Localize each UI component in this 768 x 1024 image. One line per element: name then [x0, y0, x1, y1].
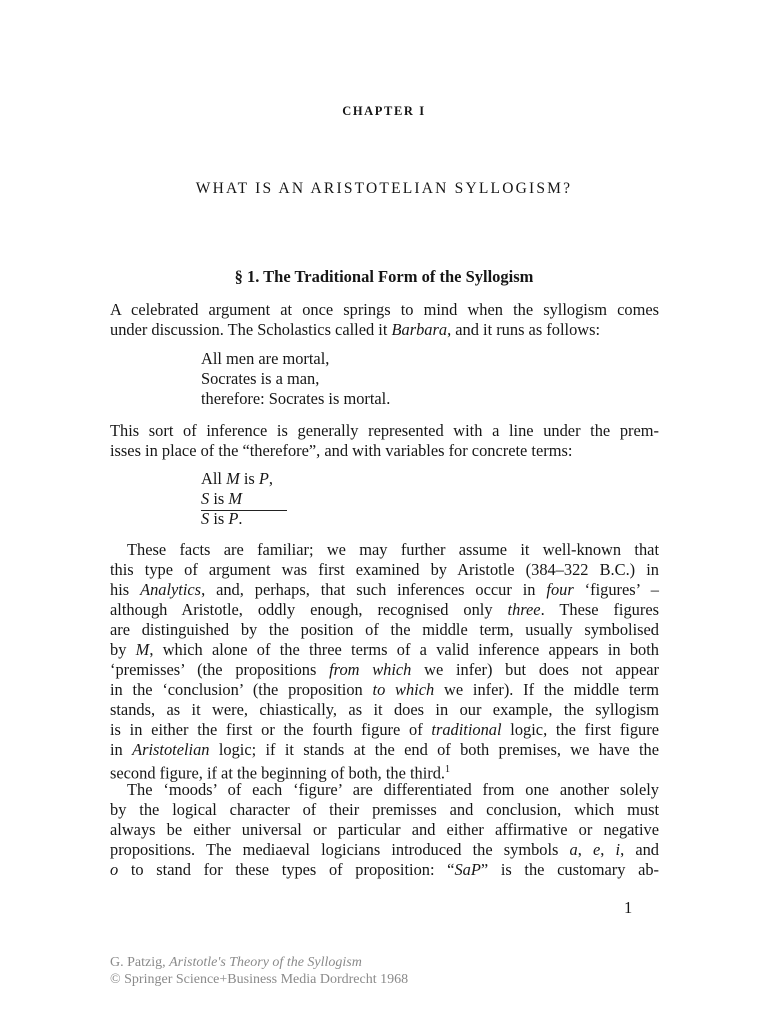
paragraph-moods: [110, 780, 659, 880]
text-line: in Aristotelian logic; if it stands at the end of both premises, we have the: [110, 740, 659, 759]
inference-line: [201, 510, 287, 511]
text-line: although Aristotle, oddly enough, recognised only three. These figures: [110, 600, 659, 619]
text-line: under discussion. The Scholastics called it Barbara, and it runs as follows:: [110, 320, 601, 339]
text-line: are distinguished by the position of the middle term, usually symbolised: [110, 620, 659, 639]
syllogism-schema: [201, 469, 273, 529]
section-heading: § 1. The Traditional Form of the Syllogism: [234, 267, 534, 286]
chapter-title: WHAT IS AN ARISTOTELIAN SYLLOGISM?: [195, 180, 573, 197]
publication-footer: [110, 954, 408, 988]
text-line: The ‘moods’ of each ‘figure’ are differentiated from one another solely: [127, 780, 659, 799]
text-line: is in either the first or the fourth figure of traditional logic, the first figure: [110, 720, 659, 739]
text-line: second figure, if at the beginning of both, the third.$^1$: [110, 763, 451, 783]
text-line: These facts are familiar; we may further assume it well-known that: [127, 540, 659, 559]
text-line: his Analytics, and, perhaps, that such inferences occur in four ‘figures’ –: [110, 580, 659, 599]
premise-line: Socrates is a man,: [201, 369, 320, 388]
conclusion-line: therefore: Socrates is mortal.: [201, 389, 391, 408]
text-line: by M, which alone of the three terms of a valid inference appears in both: [110, 640, 659, 659]
paragraph-notation: [110, 421, 659, 461]
page-number: 1: [624, 898, 633, 917]
citation-line: G. Patzig, Aristotle's Theory of the Syllogism: [110, 955, 362, 970]
text-line: in the ‘conclusion’ (the proposition to which we infer). If the middle term: [110, 680, 659, 699]
paragraph-intro: [110, 300, 659, 340]
premise-line: All men are mortal,: [201, 349, 330, 368]
text-line: A celebrated argument at once springs to mind when the syllogism comes: [110, 300, 659, 319]
conclusion: S is P.: [201, 509, 243, 528]
text-line: isses in place of the “therefore”, and with variables for concrete terms:: [110, 441, 573, 460]
footnote-marker: 1: [445, 764, 451, 775]
text-line: always be either universal or particular and either affirmative or negative: [110, 820, 659, 839]
text-line: ‘premisses’ (the propositions from which we infer) but does not appear: [110, 660, 659, 679]
text-line: This sort of inference is generally represented with a line under the prem-: [110, 421, 659, 440]
text-line: o to stand for these types of proposition: “SaP” is the customary ab-: [110, 860, 659, 879]
text-line: propositions. The mediaeval logicians introduced the symbols a, e, i, and: [110, 840, 659, 859]
major-premise: All M is P,: [201, 469, 273, 488]
minor-premise: S is M: [201, 489, 243, 508]
example-syllogism: [201, 349, 390, 409]
chapter-heading: CHAPTER I: [342, 104, 426, 118]
text-line: this type of argument was first examined by Aristotle (384–322 B.C.) in: [110, 560, 659, 579]
copyright-line: © Springer Science+Business Media Dordrecht 1968: [110, 972, 409, 987]
text-line: by the logical character of their premisses and conclusion, which must: [110, 800, 659, 819]
paragraph-figures: [110, 540, 659, 783]
text-line: stands, as it were, chiastically, as it does in our example, the syllogism: [110, 700, 659, 719]
